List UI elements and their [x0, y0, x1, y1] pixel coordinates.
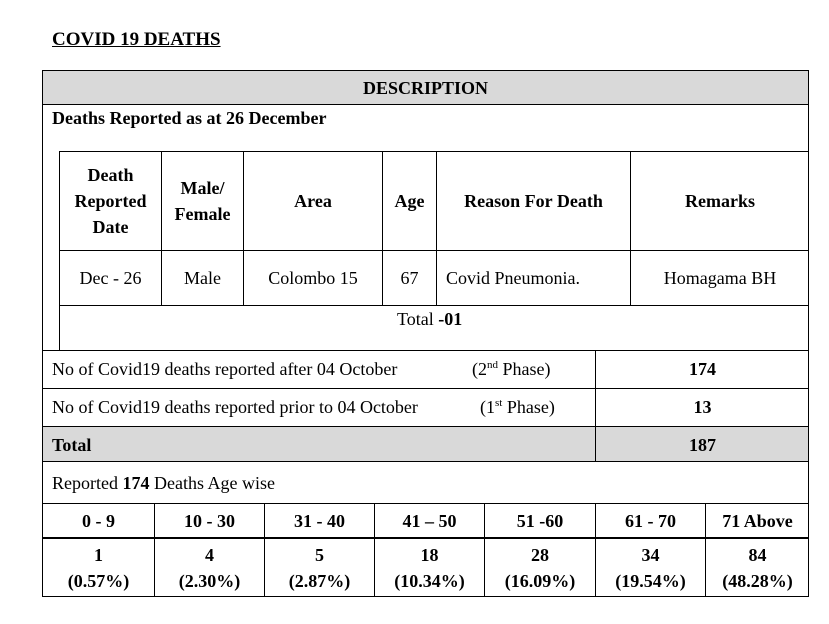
- death-date-cell: Dec - 26: [79, 268, 142, 288]
- header-area: Area: [294, 190, 332, 211]
- after-october-phase: (2nd Phase): [472, 359, 551, 379]
- page-title: COVID 19 DEATHS: [52, 29, 221, 50]
- divider: [42, 350, 809, 351]
- age-count-cell: 84 (48.28%): [722, 545, 793, 591]
- after-october-label: No of Covid19 deaths reported after 04 October: [52, 359, 398, 379]
- age-count-cell: 18 (10.34%): [394, 545, 465, 591]
- divider: [42, 104, 809, 105]
- summary-total-value: 187: [689, 435, 716, 455]
- age-count-cell: 28 (16.09%): [504, 545, 576, 591]
- age-range-header: 0 - 9: [82, 510, 115, 531]
- divider: [42, 426, 809, 427]
- age-count-cell: 5 (2.87%): [288, 545, 351, 591]
- age-range-header: 31 - 40: [294, 510, 345, 531]
- divider: [42, 461, 809, 462]
- age-wise-caption: Reported 174 Deaths Age wise: [52, 473, 275, 493]
- prior-october-phase: (1st Phase): [480, 397, 555, 417]
- age-cell: 67: [400, 268, 419, 288]
- age-count-cell: 1 (0.57%): [67, 545, 130, 591]
- remarks-cell: Homagama BH: [663, 268, 777, 288]
- prior-october-label: No of Covid19 deaths reported prior to 04 October: [52, 397, 418, 417]
- age-range-header: 10 - 30: [184, 510, 235, 531]
- sex-cell: Male: [184, 268, 221, 288]
- header-reason: Reason For Death: [464, 190, 603, 211]
- age-count-cell: 4 (2.30%): [178, 545, 241, 591]
- summary-total-label: Total: [52, 435, 92, 455]
- header-sex: Male/ Female: [174, 177, 231, 224]
- after-october-value: 174: [689, 359, 716, 379]
- divider: [42, 388, 809, 389]
- divider: [59, 305, 809, 306]
- age-range-header: 41 – 50: [402, 510, 457, 531]
- description-header: DESCRIPTION: [362, 78, 489, 98]
- area-cell: Colombo 15: [268, 268, 358, 288]
- age-count-cell: 34 (19.54%): [615, 545, 686, 591]
- age-range-header: 71 Above: [722, 510, 793, 531]
- age-range-header: 61 - 70: [625, 510, 676, 531]
- prior-october-value: 13: [693, 397, 712, 417]
- death-table-total: Total -01: [397, 309, 463, 329]
- reason-cell: Covid Pneumonia.: [446, 268, 580, 288]
- header-death-date: Death Reported Date: [74, 164, 147, 237]
- reported-as-at: Deaths Reported as at 26 December: [52, 108, 327, 128]
- age-range-header: 51 -60: [516, 510, 564, 531]
- header-remarks: Remarks: [685, 190, 755, 211]
- header-age: Age: [394, 190, 425, 211]
